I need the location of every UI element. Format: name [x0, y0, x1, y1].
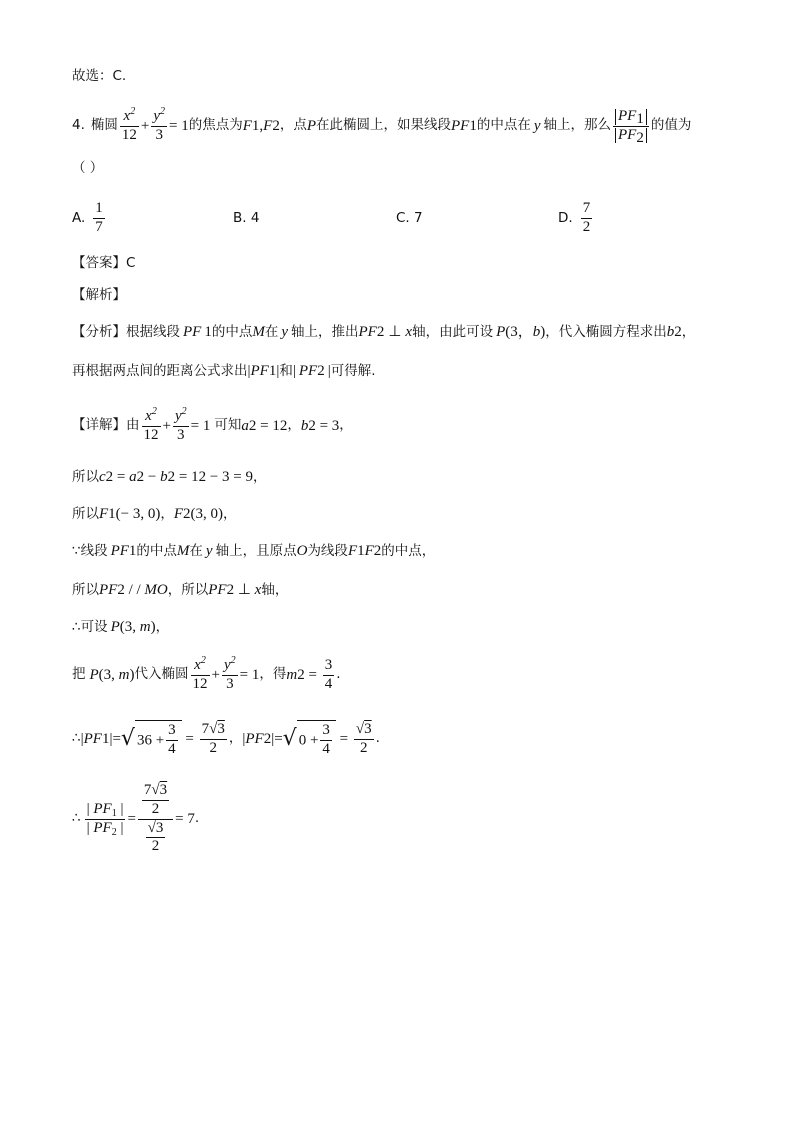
prev-answer: 故选：C. — [72, 68, 127, 84]
choice-a: A. $\frac{1}{7}$ — [72, 199, 103, 235]
choice-d: D. $\frac{7}{2}$ — [558, 199, 591, 235]
detail-line-4: ∵线段 PF 1 的中点 M 在 y 轴上，且原点 O 为线段 F 1 F 2 的中点， — [72, 543, 436, 559]
answer-tag: 【答案】C — [72, 255, 136, 271]
fraction: $\frac{PF_1}{PF_2}$ — [613, 109, 649, 144]
choice-c: C. 7 — [396, 210, 423, 226]
fraction: $\frac{3}{4}$ — [324, 656, 333, 692]
detail-line-2: 所以 c 2 = a 2 − b 2 = 12 − 3 = 9 ， — [72, 469, 267, 485]
fraction: $\frac{y^2}{3}$ — [153, 105, 166, 143]
question-4: 4. 椭圆 $\frac{x^2}{12}$ + $\frac{y^2}{3}$ = 1 的焦点为 F 1 , F 2 ，点 P 在此椭圆上，如果线段 PF 1 的中点在 y 轴上，那么 $\frac{PF_1}{PF_2}$ 的值为 — [72, 105, 692, 146]
answer-paren: （ ） — [72, 160, 104, 176]
detail-line-7: 把 P (3, m ) 代入椭圆 $\frac{x^2}{12}$ + $\frac{y^2}{3}$ = 1 ，得 m 2 = $\frac{3}{4}$ . — [72, 654, 341, 692]
fraction: $\frac{| PF_1 |}{| PF_2 |}$ — [86, 800, 124, 838]
analysis-tag: 【解析】 — [72, 287, 126, 303]
fraction: $\frac{x^2}{12}$ — [121, 105, 137, 143]
fraction: $\frac{√3}{2}$ — [355, 720, 372, 756]
fraction: $\frac{1}{7}$ — [95, 199, 103, 235]
fraction: $\frac{\frac{7√3}{2}}{\frac{√3}{2}}$ — [138, 783, 173, 855]
question-number: 4. — [72, 117, 85, 134]
fenxi-line-1: 【分析】 根据线段 PF 1 的中点 M 在 y 轴上，推出 PF 2 ⊥ x 轴，由此可设 P (3， b ) ，代入椭圆方程求出 b 2 ， — [72, 324, 696, 340]
sqrt: √ 0 + $\frac{3}{4}$ — [283, 720, 336, 758]
fraction: $\frac{y^2}{3}$ — [223, 654, 236, 692]
detail-line-6: ∴可设 P (3, m ) ， — [72, 619, 170, 635]
detail-line-9: ∴ $\frac{| PF_1 |}{| PF_2 |}$ = $\frac{\frac{7√3}{2}}{\frac{√3}{2}}$ = 7 . — [72, 782, 200, 855]
fraction: $\frac{x^2}{12}$ — [143, 405, 159, 443]
fraction: $\frac{x^2}{12}$ — [192, 654, 208, 692]
fraction: $\frac{7}{2}$ — [582, 199, 591, 235]
detail-line-1: 【详解】 由 $\frac{x^2}{12}$ + $\frac{y^2}{3}$ = 1 可知 a 2 = 12 ， b 2 = 3 ， — [72, 405, 353, 443]
detail-line-3: 所以 F 1 (− 3, 0) ， F 2 (3, 0) ， — [72, 506, 237, 522]
detail-line-8: ∴ | PF 1 |= √ 36 + $\frac{3}{4}$ = $\frac{7√3}{2}$ ， | PF 2 |= √ 0 + $\frac{3}{4}$ = $\frac{√3}{2}$ . — [72, 720, 380, 757]
fraction: $\frac{y^2}{3}$ — [174, 405, 187, 443]
fenxi-line-2: 再根据两点间的距离公式求出 | PF 1 | 和 | PF 2 | 可得解. — [72, 363, 376, 379]
sqrt: √ 36 + $\frac{3}{4}$ — [121, 720, 182, 758]
choice-b: B. 4 — [233, 210, 260, 226]
detail-line-5: 所以 PF 2 / / MO ，所以 PF 2 ⊥ x 轴， — [72, 582, 289, 598]
fraction: $\frac{7√3}{2}$ — [201, 720, 225, 756]
